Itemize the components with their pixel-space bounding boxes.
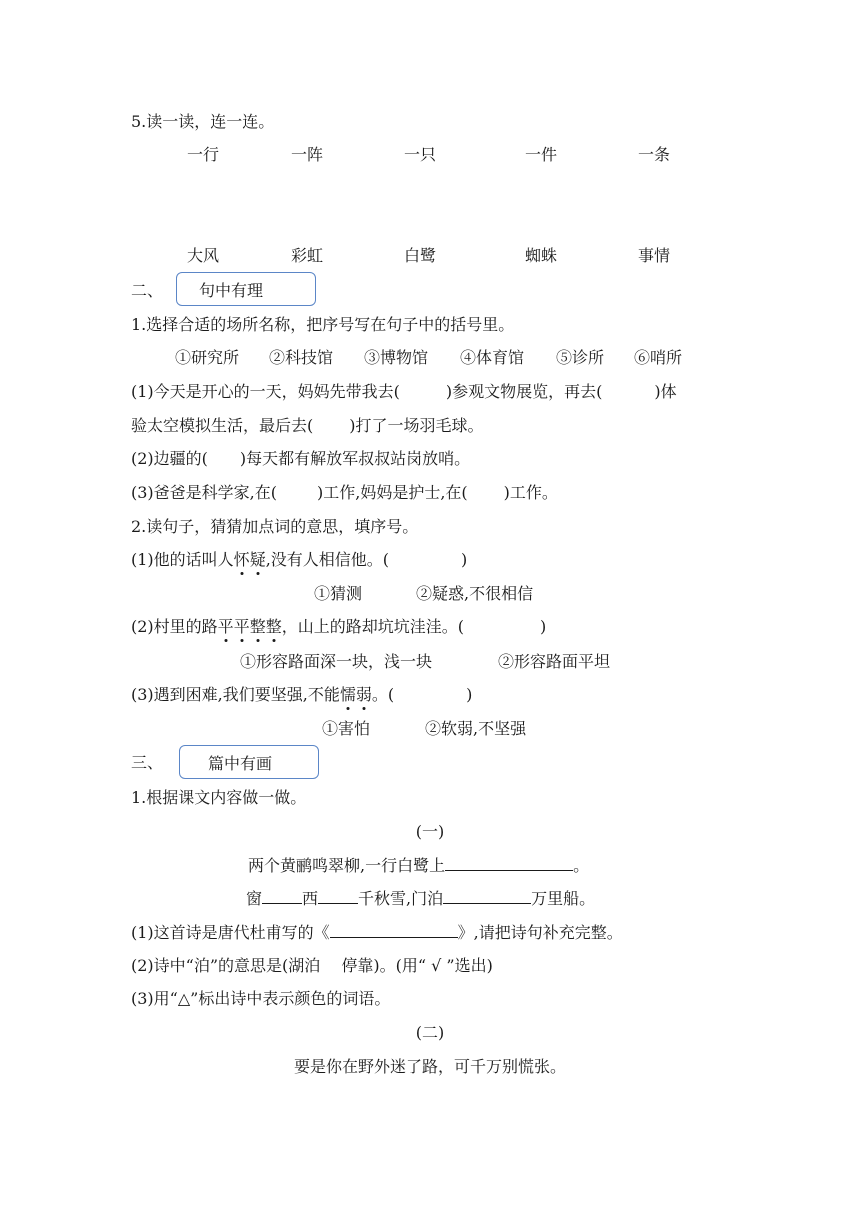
phrase-1: (1)他的话叫人怀疑,没有人相信他。( ) — [131, 550, 468, 569]
option: ②形容路面平坦 — [498, 652, 611, 671]
section-heading: 句中有理 — [199, 280, 264, 300]
question-title: 2.读句子，猜猜加点词的意思，填序号。 — [131, 517, 419, 536]
question-row-3: (3)用“△”标出诗中表示颜色的词语。 — [131, 989, 391, 1008]
q5-title: 5.读一读，连一连。 — [131, 112, 275, 131]
section-heading: 篇中有画 — [208, 753, 273, 773]
option: ⑤诊所 — [556, 348, 605, 367]
section-number: 三、 — [131, 753, 164, 772]
blank[interactable] — [318, 888, 358, 904]
section-heading-box — [179, 745, 319, 779]
measure-word: 一阵 — [291, 145, 324, 164]
option: ⑥哨所 — [634, 348, 683, 367]
part-label: (一) — [415, 822, 445, 841]
option: ①研究所 — [175, 348, 240, 367]
measure-word: 一只 — [404, 145, 437, 164]
section-number: 二、 — [131, 281, 164, 300]
option: ④体育馆 — [460, 348, 525, 367]
option: ①形容路面深一块，浅一块 — [240, 652, 433, 671]
phrase-2: (2)村里的路平平整整，山上的路却坑坑洼洼。( ) — [131, 617, 547, 636]
blank[interactable] — [262, 888, 302, 904]
dotted-word: 平平整整 — [217, 617, 282, 636]
poem-line-2: 窗 西 千秋雪,门泊 万里船。 — [246, 889, 596, 908]
poem-line-1: 两个黄鹂鸣翠柳,一行白鹭上 。 — [248, 856, 590, 875]
measure-word: 一条 — [638, 145, 671, 164]
noun-word: 大风 — [187, 246, 220, 265]
option: ②科技馆 — [269, 348, 334, 367]
question-title: 1.根据课文内容做一做。 — [131, 788, 307, 807]
question-row-1: (1)这首诗是唐代杜甫写的《 》,请把诗句补充完整。 — [131, 923, 623, 942]
noun-word: 白鹭 — [404, 246, 437, 265]
measure-word: 一行 — [187, 145, 220, 164]
dotted-word: 懦弱 — [339, 685, 372, 704]
sentence-1-line-1: (1)今天是开心的一天，妈妈先带我去( )参观文物展览，再去( )体 — [131, 382, 677, 401]
measure-word: 一件 — [525, 145, 558, 164]
question-row-2: (2)诗中“泊”的意思是(湖泊 停靠)。(用“ √ ”选出) — [131, 956, 493, 975]
sentence-3: (3)爸爸是科学家,在( )工作,妈妈是护士,在( )工作。 — [131, 483, 558, 502]
noun-word: 事情 — [638, 246, 671, 265]
option: ①猜测 — [314, 584, 363, 603]
dotted-word: 怀疑 — [233, 550, 266, 569]
noun-word: 蜘蛛 — [525, 246, 558, 265]
option: ②软弱,不坚强 — [425, 719, 527, 738]
section-heading-box — [176, 272, 316, 306]
blank[interactable] — [330, 922, 458, 938]
noun-word: 彩虹 — [291, 246, 324, 265]
question-title: 1.选择合适的场所名称，把序号写在句子中的括号里。 — [131, 315, 515, 334]
blank[interactable] — [443, 888, 531, 904]
phrase-3: (3)遇到困难,我们要坚强,不能懦弱。( ) — [131, 685, 473, 704]
option: ①害怕 — [322, 719, 371, 738]
part-label: (二) — [415, 1023, 445, 1042]
prose-line: 要是你在野外迷了路，可千万别慌张。 — [293, 1057, 566, 1076]
option: ③博物馆 — [364, 348, 429, 367]
sentence-1-line-2: 验太空模拟生活，最后去( )打了一场羽毛球。 — [131, 416, 484, 435]
sentence-2: (2)边疆的( )每天都有解放军叔叔站岗放哨。 — [131, 449, 471, 468]
blank[interactable] — [445, 855, 573, 871]
option: ②疑惑,不很相信 — [416, 584, 534, 603]
